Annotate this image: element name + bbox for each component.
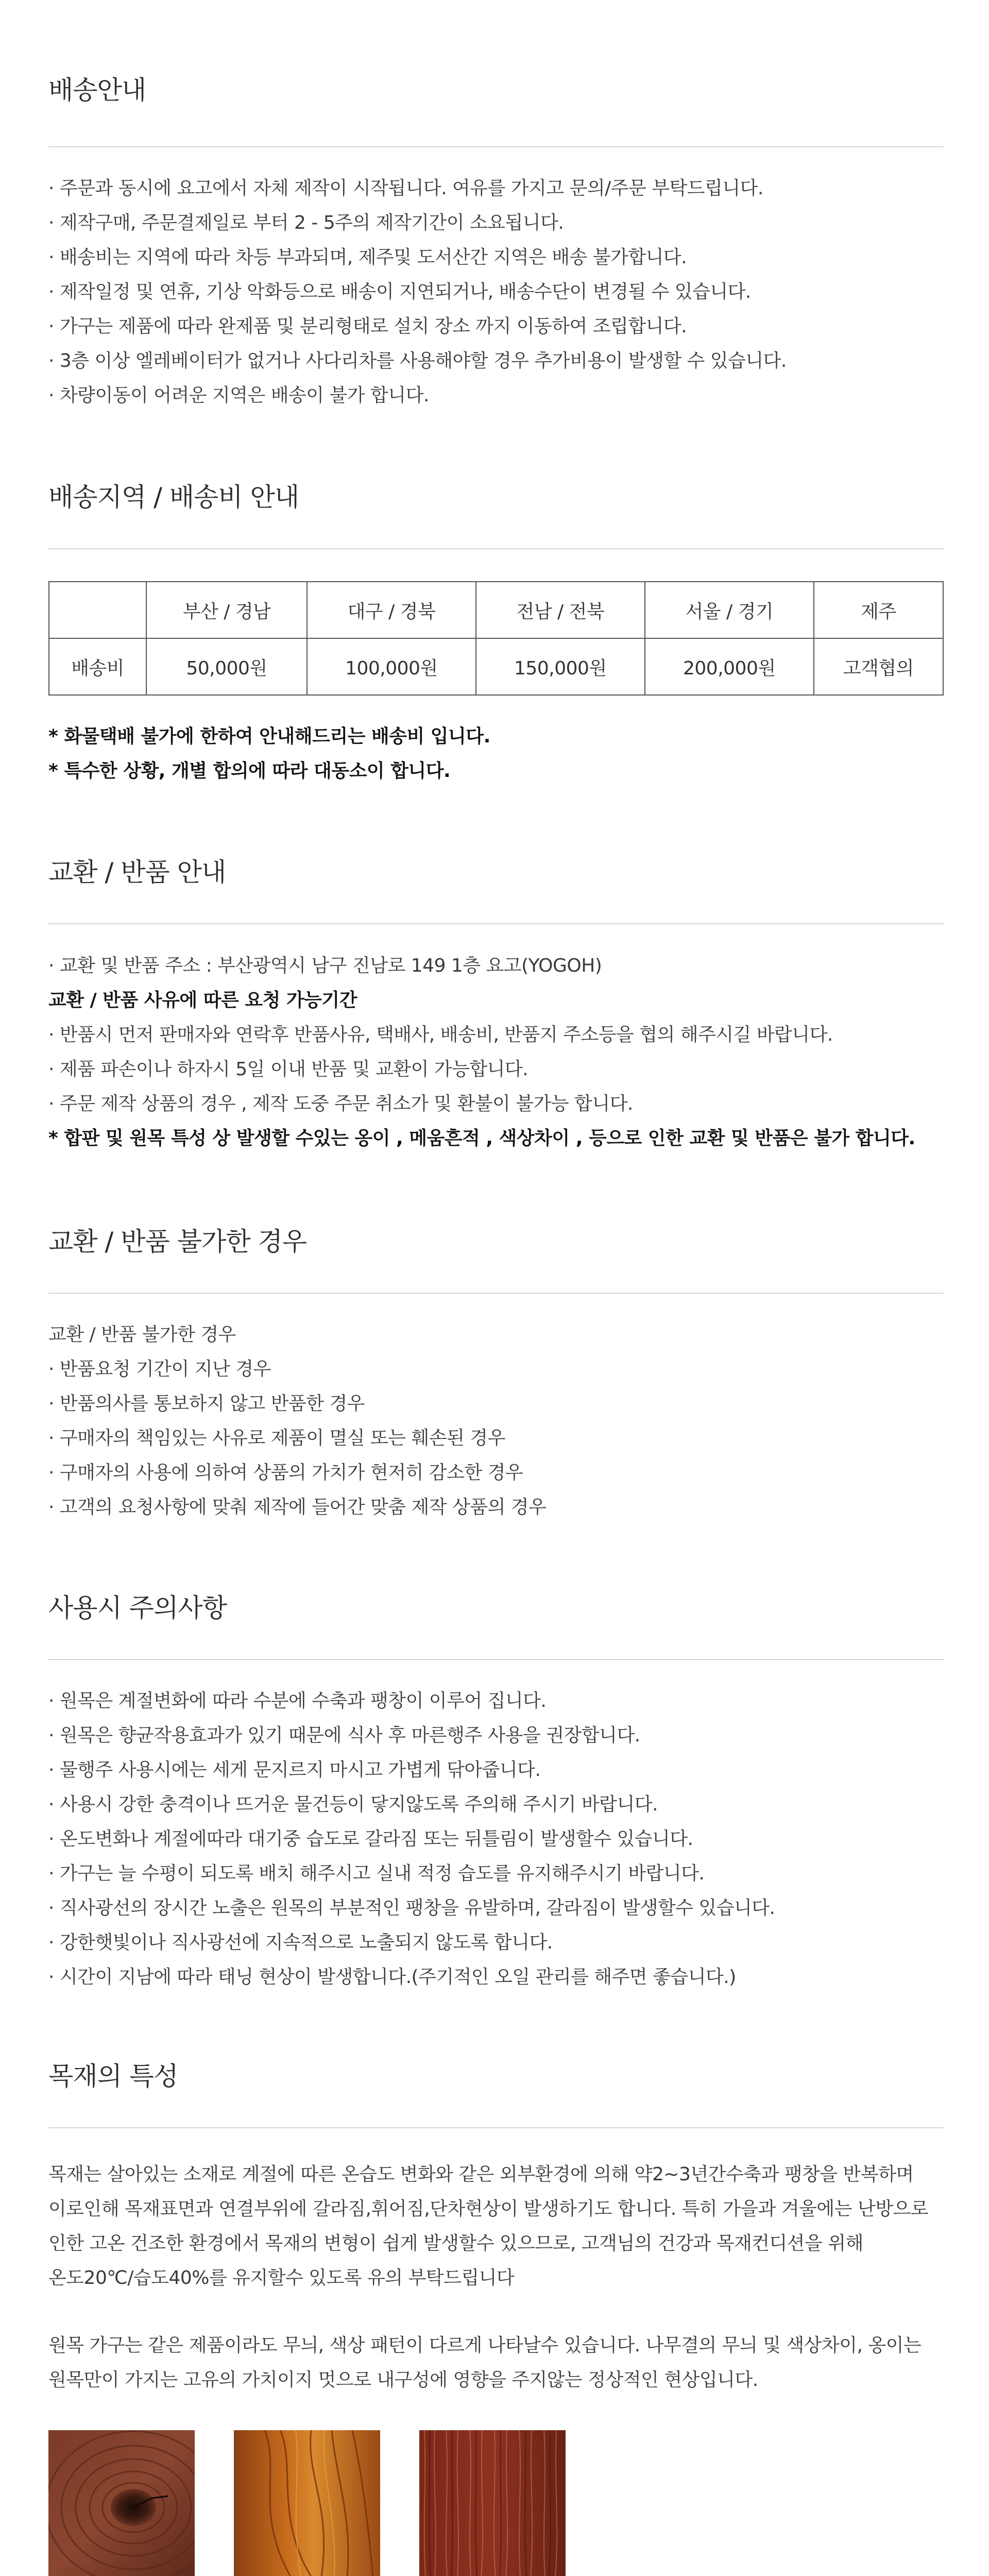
list-item: · 고객의 요청사항에 맞춰 제작에 들어간 맞춤 제작 상품의 경우 bbox=[48, 1497, 547, 1518]
shipping-fee-notes bbox=[48, 719, 490, 788]
section-divider bbox=[48, 2127, 944, 2128]
list-item: · 주문 제작 상품의 경우 , 제작 도중 주문 취소가 및 환불이 불가능 합니다. bbox=[48, 1093, 633, 1114]
shipping-fee-table bbox=[48, 581, 944, 696]
table-header-cell: 대구 / 경북 bbox=[307, 582, 476, 638]
wood-sample-gallery bbox=[48, 2430, 944, 2576]
list-item: · 구매자의 사용에 의하여 상품의 가치가 현저히 감소한 경우 bbox=[48, 1462, 523, 1483]
wood-traits-paragraph-2 bbox=[48, 2328, 921, 2397]
list-item: · 가구는 제품에 따라 완제품 및 분리형태로 설치 장소 까지 이동하여 조립합니다. bbox=[48, 316, 687, 337]
list-item: · 반품요청 기간이 지난 경우 bbox=[48, 1359, 271, 1380]
list-item: · 시간이 지남에 따라 태닝 현상이 발생합니다.(주기적인 오일 관리를 해주면 좋습니다.) bbox=[48, 1967, 736, 1988]
list-item: · 사용시 강한 충격이나 뜨거운 물건등이 닿지않도록 주의해 주시기 바랍니다. bbox=[48, 1794, 658, 1815]
table-row bbox=[49, 638, 943, 695]
list-item: · 제작일정 및 연휴, 기상 악화등으로 배송이 지연되거나, 배송수단이 변경될 수 있습니다. bbox=[48, 281, 751, 302]
list-item: · 3층 이상 엘레베이터가 없거나 사다리차를 사용해야할 경우 추가비용이 발생할 수 있습니다. bbox=[48, 350, 787, 371]
list-item: · 차량이동이 어려운 지역은 배송이 불가 합니다. bbox=[48, 385, 429, 406]
list-item: · 원목은 향균작용효과가 있기 때문에 식사 후 마른행주 사용을 권장합니다. bbox=[48, 1725, 640, 1746]
usage-caution-list bbox=[48, 1684, 775, 1994]
table-row-label: 배송비 bbox=[49, 638, 146, 695]
usage-caution-title: 사용시 주의사항 bbox=[48, 1593, 227, 1623]
no-exchange-intro: 교환 / 반품 불가한 경우 bbox=[48, 1324, 236, 1345]
no-exchange-list bbox=[48, 1317, 546, 1524]
exchange-return-title: 교환 / 반품 안내 bbox=[48, 857, 226, 887]
list-item: · 원목은 계절변화에 따라 수분에 수축과 팽창이 이루어 집니다. bbox=[48, 1690, 547, 1711]
list-item: · 온도변화나 계절에따라 대기중 습도로 갈라짐 또는 뒤틀림이 발생할수 있습니다. bbox=[48, 1828, 693, 1850]
return-address: · 교환 및 반품 주소 : 부산광역시 남구 진남로 149 1층 요고(YOGOH) bbox=[48, 955, 602, 976]
shipping-fee-section bbox=[48, 482, 944, 782]
list-item: · 가구는 늘 수평이 되도록 배치 해주시고 실내 적정 습도를 유지해주시기 바랍니다. bbox=[48, 1863, 705, 1884]
table-header-row bbox=[49, 582, 943, 638]
section-divider bbox=[48, 548, 944, 549]
section-divider bbox=[48, 1659, 944, 1660]
table-cell: 50,000원 bbox=[146, 638, 307, 695]
paragraph-line: 원목만이 가지는 고유의 가치이지 멋으로 내구성에 영향을 주지않는 정상적인 현상입니다. bbox=[48, 2369, 758, 2391]
wood-traits-section bbox=[48, 2061, 944, 2391]
section-divider bbox=[48, 146, 944, 147]
paragraph-line: 온도20℃/습도40%를 유지할수 있도록 유의 부탁드립니다 bbox=[48, 2267, 515, 2289]
paragraph-line: 원목 가구는 같은 제품이라도 무늬, 색상 패턴이 다르게 나타날수 있습니다. 나무결의 무늬 및 색상차이, 옹이는 bbox=[48, 2335, 922, 2356]
list-item: · 강한햇빛이나 직사광선에 지속적으로 노출되지 않도록 합니다. bbox=[48, 1932, 553, 1953]
shipping-info-title: 배송안내 bbox=[48, 75, 146, 105]
list-item: · 직사광선의 장시간 노출은 원목의 부분적인 팽창을 유발하며, 갈라짐이 발생할수 있습니다. bbox=[48, 1897, 775, 1919]
table-cell: 100,000원 bbox=[307, 638, 476, 695]
note: * 화물택배 불가에 한하여 안내해드리는 배송비 입니다. bbox=[48, 726, 490, 747]
table-header-cell: 제주 bbox=[814, 582, 943, 638]
note: * 특수한 상황, 개별 합의에 따라 대동소이 합니다. bbox=[48, 760, 451, 782]
return-warning: * 합판 및 원목 특성 상 발생할 수있는 옹이 , 메움흔적 , 색상차이 , 등으로 인한 교환 및 반품은 불가 합니다. bbox=[48, 1128, 915, 1149]
list-item: · 반품의사를 통보하지 않고 반품한 경우 bbox=[48, 1393, 365, 1414]
paragraph-line: 인한 고온 건조한 환경에서 목재의 변형이 쉽게 발생할수 있으므로, 고객님의 건강과 목재컨디션을 위해 bbox=[48, 2233, 863, 2254]
section-divider bbox=[48, 923, 944, 924]
wood-knot-image bbox=[48, 2430, 195, 2576]
table-cell: 200,000원 bbox=[645, 638, 814, 695]
table-header-cell: 전남 / 전북 bbox=[476, 582, 645, 638]
table-header-cell bbox=[49, 582, 146, 638]
table-cell: 고객협의 bbox=[814, 638, 943, 695]
section-divider bbox=[48, 1293, 944, 1294]
no-exchange-title: 교환 / 반품 불가한 경우 bbox=[48, 1227, 307, 1257]
table-header-cell: 서울 / 경기 bbox=[645, 582, 814, 638]
paragraph-line: 목재는 살아있는 소재로 계절에 따른 온습도 변화와 같은 외부환경에 의해 약2~3년간수축과 팽창을 반복하며 bbox=[48, 2164, 914, 2185]
table-cell: 150,000원 bbox=[476, 638, 645, 695]
list-item: · 반품시 먼저 판매자와 연락후 반품사유, 택배사, 배송비, 반품지 주소등을 협의 해주시길 바랍니다. bbox=[48, 1024, 833, 1045]
shipping-info-list bbox=[48, 171, 787, 413]
list-item: · 물행주 사용시에는 세게 문지르지 마시고 가볍게 닦아줍니다. bbox=[48, 1759, 541, 1781]
exchange-return-list bbox=[48, 948, 915, 1156]
wood-traits-paragraph-1 bbox=[48, 2157, 928, 2295]
list-item: · 주문과 동시에 요고에서 자체 제작이 시작됩니다. 여유를 가지고 문의/주문 부탁드립니다. bbox=[48, 178, 763, 199]
list-item: · 제작구매, 주문결제일로 부터 2 - 5주의 제작기간이 소요됩니다. bbox=[48, 212, 564, 233]
table-header-cell: 부산 / 경남 bbox=[146, 582, 307, 638]
paragraph-line: 이로인해 목재표면과 연결부위에 갈라짐,휘어짐,단차현상이 발생하기도 합니다. 특히 가을과 겨울에는 난방으로 bbox=[48, 2198, 929, 2219]
list-item: · 배송비는 지역에 따라 차등 부과되며, 제주및 도서산간 지역은 배송 불가합니다. bbox=[48, 247, 687, 268]
return-subheading: 교환 / 반품 사유에 따른 요청 가능기간 bbox=[48, 990, 357, 1011]
no-exchange-section bbox=[48, 1227, 944, 1518]
shipping-fee-title: 배송지역 / 배송비 안내 bbox=[48, 482, 299, 512]
shipping-info-section bbox=[48, 75, 944, 406]
usage-caution-section bbox=[48, 1593, 944, 1988]
exchange-return-section bbox=[48, 857, 944, 1149]
wood-traits-title: 목재의 특성 bbox=[48, 2061, 178, 2091]
wood-grain-image bbox=[419, 2430, 566, 2576]
list-item: · 구매자의 책임있는 사유로 제품이 멸실 또는 훼손된 경우 bbox=[48, 1428, 505, 1449]
list-item: · 제품 파손이나 하자시 5일 이내 반품 및 교환이 가능합니다. bbox=[48, 1059, 528, 1080]
wood-color-image bbox=[234, 2430, 380, 2576]
